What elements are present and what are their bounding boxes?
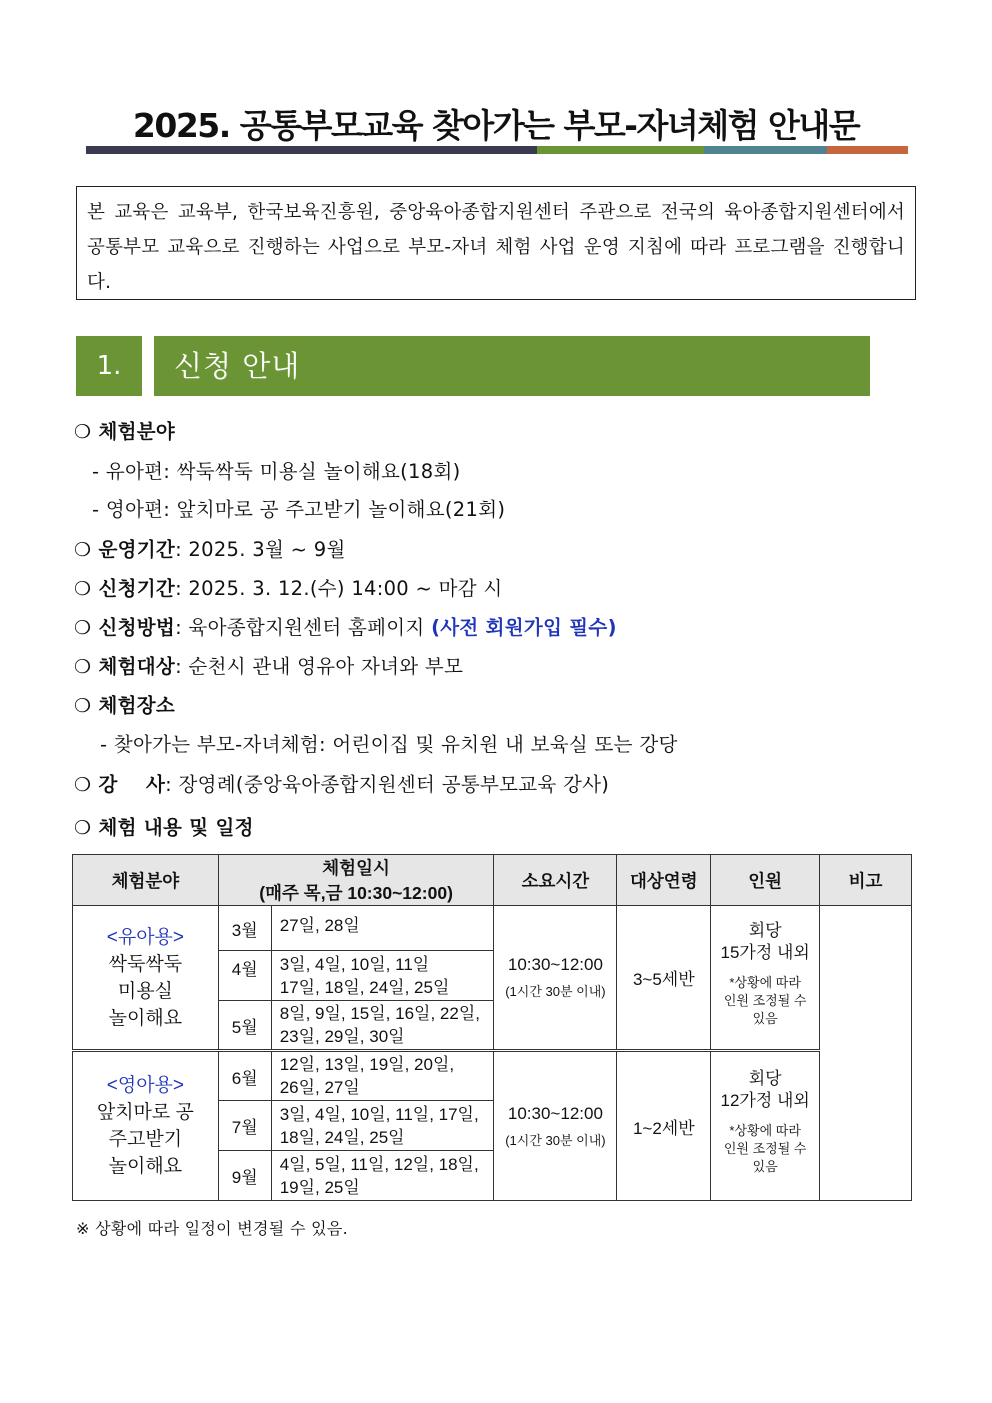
header-date-line: (매주 목,금 10:30~12:00)	[259, 883, 453, 903]
people-cell	[711, 906, 820, 1051]
month-cell: 5월	[218, 1001, 271, 1051]
people-note-line: 있음	[752, 1011, 778, 1026]
month-cell: 3월	[218, 906, 271, 951]
intro-box: 본 교육은 교육부, 한국보육진흥원, 중앙육아종합지원센터 주관으로 전국의 육아종합지원센터에서 공통부모 교육으로 진행하는 사업으로 부모-자녀 체험 사업 운영 지침에 따라 프로그램을 진행합니다.	[76, 186, 916, 300]
lecturer-value: : 장영례(중앙육아종합지원센터 공통부모교육 강사)	[165, 773, 610, 796]
field-sub-item: - 영아편: 앞치마로 공 주고받기 놀이해요(21회)	[92, 498, 506, 521]
circle-bullet-icon: ❍	[74, 421, 92, 443]
header-people: 인원	[711, 855, 820, 906]
schedule-item	[74, 812, 254, 840]
age-cell: 1~2세반	[617, 1051, 711, 1201]
circle-bullet-icon: ❍	[74, 695, 92, 717]
category-name-line: 주고받기	[108, 1129, 183, 1150]
header-date	[218, 855, 494, 906]
month-cell: 7월	[218, 1101, 271, 1151]
people-cell	[711, 1051, 820, 1201]
footnote: ※ 상황에 따라 일정이 변경될 수 있음.	[76, 1219, 348, 1238]
people-note-line: *상황에 따라	[729, 1123, 801, 1138]
duration-time: 10:30~12:00	[507, 955, 603, 974]
section-number: 1.	[76, 336, 142, 396]
period-value: : 2025. 3월 ~ 9월	[175, 538, 346, 561]
category-name-line: 놀이해요	[108, 1007, 183, 1029]
category-cell	[73, 906, 219, 1051]
duration-cell	[494, 1051, 617, 1201]
title-bar-segment	[827, 146, 908, 154]
method-label: 신청방법	[98, 616, 176, 639]
people-note-line: 있음	[752, 1159, 778, 1174]
month-cell: 4월	[218, 951, 271, 1001]
period-item	[74, 534, 346, 562]
month-cell: 9월	[218, 1151, 271, 1201]
days-cell	[271, 951, 494, 1001]
header-remarks: 비고	[820, 855, 912, 906]
category-name-line: 미용실	[117, 980, 173, 1002]
category-tag: <유아용>	[106, 926, 185, 948]
schedule-table	[72, 854, 912, 1201]
apply-period-label: 신청기간	[98, 577, 176, 600]
days-line: 4일, 5일, 11일, 12일, 18일,	[279, 1154, 479, 1174]
days-cell	[271, 1051, 494, 1101]
people-line: 12가정 내외	[720, 1091, 810, 1110]
schedule-label: 체험 내용 및 일정	[98, 816, 254, 839]
people-line: 15가정 내외	[720, 943, 810, 962]
circle-bullet-icon: ❍	[74, 539, 92, 561]
days-line: 27일, 28일	[279, 916, 360, 935]
lecturer-label: 강 사	[98, 773, 166, 796]
people-note	[711, 1122, 819, 1176]
target-value: : 순천시 관내 영유아 자녀와 부모	[175, 655, 464, 678]
circle-bullet-icon: ❍	[74, 774, 92, 796]
duration-note: (1시간 30분 이내)	[505, 984, 606, 999]
method-note: (사전 회원가입 필수)	[431, 616, 617, 639]
table-header-row	[73, 855, 912, 906]
title-bar-segment	[86, 146, 537, 154]
header-duration: 소요시간	[494, 855, 617, 906]
place-label: 체험장소	[98, 694, 176, 717]
table-row	[73, 1051, 912, 1101]
days-line: 3일, 4일, 10일, 11일, 17일,	[279, 1104, 479, 1124]
people-line: 회당	[748, 1069, 782, 1088]
age-cell: 3~5세반	[617, 906, 711, 1051]
place-item	[74, 690, 175, 718]
circle-bullet-icon: ❍	[74, 656, 92, 678]
month-cell: 6월	[218, 1051, 271, 1101]
days-line: 3일, 4일, 10일, 11일	[279, 954, 430, 974]
days-cell	[271, 906, 494, 951]
page-title: 2025. 공통부모교육 찾아가는 부모-자녀체험 안내문	[132, 106, 860, 145]
people-note-line: 인원 조정될 수	[723, 993, 807, 1008]
header-age: 대상연령	[617, 855, 711, 906]
days-line: 19일, 25일	[279, 1177, 360, 1197]
people-note-line: *상황에 따라	[729, 975, 801, 990]
title-bar-segment	[704, 146, 827, 154]
people-note	[711, 974, 819, 1028]
days-line: 23일, 29일, 30일	[279, 1027, 405, 1046]
apply-period-item	[74, 573, 503, 601]
people-note-line: 인원 조정될 수	[723, 1141, 807, 1156]
days-line: 17일, 18일, 24일, 25일	[279, 977, 450, 997]
apply-period-value: : 2025. 3. 12.(수) 14:00 ~ 마감 시	[175, 577, 503, 600]
days-line: 8일, 9일, 15일, 16일, 22일,	[279, 1004, 480, 1023]
days-cell	[271, 1151, 494, 1201]
method-item	[74, 612, 617, 640]
place-sub-item: - 찾아가는 부모-자녀체험: 어린이집 및 유치원 내 보육실 또는 강당	[100, 733, 678, 756]
days-line: 18일, 24일, 25일	[279, 1127, 405, 1147]
section-title: 신청 안내	[154, 336, 870, 396]
days-cell	[271, 1101, 494, 1151]
target-label: 체험대상	[98, 655, 176, 678]
period-label: 운영기간	[98, 538, 176, 561]
circle-bullet-icon: ❍	[74, 578, 92, 600]
remarks-cell	[820, 906, 912, 1201]
category-tag: <영아용>	[106, 1075, 185, 1096]
people-line: 회당	[748, 921, 782, 940]
category-name-line: 앞치마로 공	[96, 1102, 194, 1123]
title-bar-segment	[537, 146, 704, 154]
lecturer-item	[74, 769, 609, 797]
category-name-line: 싹둑싹둑	[108, 953, 183, 975]
category-name-line: 놀이해요	[108, 1156, 183, 1177]
duration-cell	[494, 906, 617, 1051]
field-item	[74, 416, 175, 444]
header-date-line: 체험일시	[322, 858, 390, 878]
duration-time: 10:30~12:00	[507, 1103, 603, 1123]
category-cell	[73, 1051, 219, 1201]
days-line: 26일, 27일	[279, 1078, 360, 1097]
circle-bullet-icon: ❍	[74, 817, 92, 839]
days-cell	[271, 1001, 494, 1051]
header-category: 체험분야	[73, 855, 219, 906]
duration-note: (1시간 30분 이내)	[505, 1132, 606, 1148]
target-item	[74, 651, 463, 679]
title-underline	[86, 146, 908, 154]
field-label: 체험분야	[98, 420, 176, 443]
field-sub-item: - 유아편: 싹둑싹둑 미용실 놀이해요(18회)	[92, 460, 461, 483]
method-value: : 육아종합지원센터 홈페이지	[175, 616, 432, 639]
table-row	[73, 906, 912, 951]
circle-bullet-icon: ❍	[74, 617, 92, 639]
days-line: 12일, 13일, 19일, 20일,	[279, 1055, 455, 1074]
